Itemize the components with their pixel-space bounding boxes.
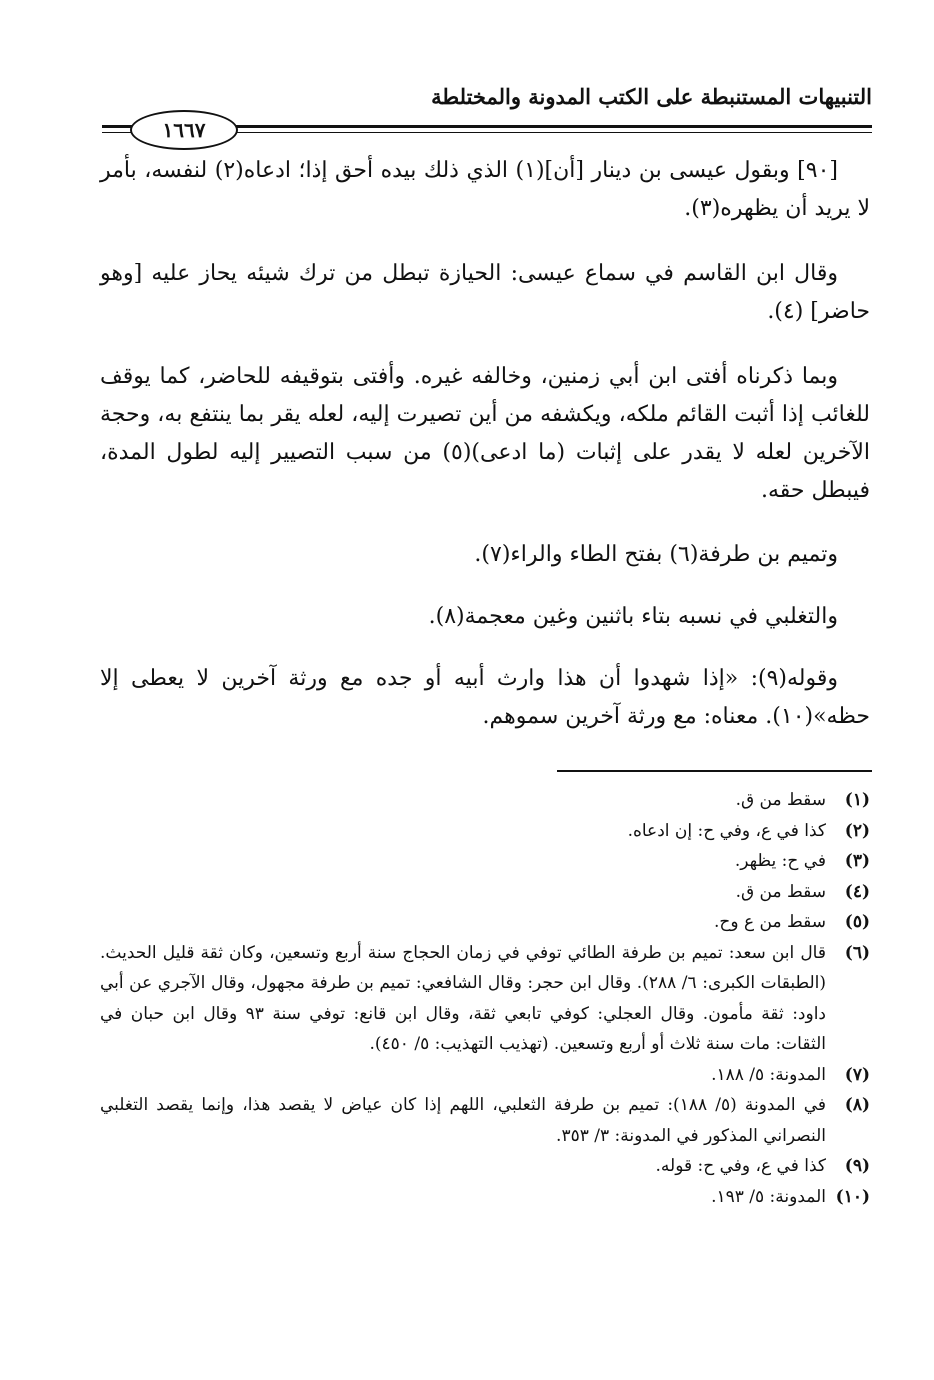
footnote-number: (٥): [844, 912, 870, 932]
footnotes: [100, 785, 870, 1212]
footnote-number: (٩): [844, 1156, 870, 1176]
footnote-item: [100, 938, 870, 1060]
footnote-item: [100, 846, 870, 877]
footnote-text: سقط من ع وح.: [714, 912, 826, 932]
footnote-text: كذا في ع، وفي ح: إن ادعاه.: [627, 820, 826, 841]
footnote-text: في ح: يظهر.: [734, 851, 826, 871]
footnote-text: في المدونة (٥/ ١٨٨): تميم بن طرفة الثعلبي، اللهم إذا كان عياض لا يقصد هذا، وإنما يقصد التغلبي النصراني المذكور في المدونة: ٣/ ٣٥٣.: [100, 1095, 826, 1146]
paragraph-text: [٩٠] وبقول عيسى بن دينار [أن](١) الذي ذلك بيده أحق إذا؛ ادعاه(٢) لنفسه، بأمر لا يريد أن يظهره(٣).: [100, 158, 870, 221]
footnote-item: [100, 877, 870, 908]
footnote-text: سقط من ق.: [735, 790, 826, 810]
body-paragraph: [100, 598, 870, 636]
footnote-number: (٤): [844, 881, 870, 902]
footnote-text: المدونة: ٥/ ١٩٣.: [711, 1186, 826, 1207]
footnote-text: سقط من ق.: [735, 881, 826, 902]
paragraph-text: وبما ذكرناه أفتى ابن أبي زمنين، وخالفه غيره. وأفتى بتوقيفه للحاضر، كما يوقف للغائب إذا أثبت القائم ملكه، ويكشفه من أين تصيرت إليه، لعله يقر بما ينتفع به، وحجة الآخرين لعله لا يقدر على إثبات (ما ادعى)(٥) من سبب التصيير إليه لطول المدة، فيبطل حقه.: [100, 364, 870, 503]
paragraph-text: وقوله(٩): «إذا شهدوا أن هذا وارث أبيه أو جده مع ورثة آخرين لا يعطى إلا حظه»(١٠). معناه: مع ورثة آخرين سموهم.: [100, 666, 870, 729]
footnote-separator: [557, 770, 872, 772]
paragraph-text: والتغلبي في نسبه بتاء باثنين وغين معجمة(٨).: [428, 604, 838, 629]
footnote-item: [100, 1060, 870, 1091]
footnote-item: [100, 1090, 870, 1151]
body-paragraph: [100, 536, 870, 574]
footnote-item: [100, 1151, 870, 1182]
footnote-number: (٧): [844, 1064, 870, 1085]
body-paragraph: [100, 358, 870, 510]
footnote-item: [100, 1182, 870, 1213]
footnote-text: كذا في ع، وفي ح: قوله.: [655, 1156, 826, 1176]
running-header-title: التنبيهات المستنبطة على الكتب المدونة والمختلطة: [431, 84, 872, 109]
body-paragraph: [100, 660, 870, 736]
paragraph-text: وتميم بن طرفة(٦) بفتح الطاء والراء(٧).: [474, 542, 838, 567]
footnote-number: (١): [844, 790, 870, 810]
footnote-text: قال ابن سعد: تميم بن طرفة الطائي توفي في زمان الحجاج سنة أربع وتسعين، وكان ثقة قليل الحديث. (الطبقات الكبرى: ٦/ ٢٨٨). وقال ابن حجر: وقال الشافعي: تميم بن طرفة مجهول، وقال الآجري عن أبي داود: ثقة مأمون. وقال العجلي: كوفي تابعي ثقة، وقال ابن قانع: توفي سنة ٩٣ وقال ابن حبان في الثقات: مات سنة ثلاث أو أربع وتسعين. (تهذيب التهذيب: ٥/ ٤٥٠).: [100, 942, 827, 1054]
footnote-number: (٣): [844, 851, 870, 871]
footnote-item: [100, 816, 870, 847]
footnote-number: (٢): [844, 820, 870, 841]
body-paragraph: [100, 152, 870, 228]
footnote-item: [100, 907, 870, 938]
footnote-number: (٨): [844, 1095, 870, 1115]
body-paragraph: [100, 255, 870, 331]
paragraph-text: وقال ابن القاسم في سماع عيسى: الحيازة تبطل من ترك شيئه يحاز عليه [وهو حاضر] (٤).: [100, 261, 870, 324]
page-number: ١٦٦٧: [130, 110, 238, 150]
footnote-number: (١٠): [835, 1186, 870, 1207]
footnote-item: [100, 785, 870, 816]
footnote-text: المدونة: ٥/ ١٨٨.: [711, 1064, 826, 1085]
footnote-number: (٦): [844, 942, 870, 963]
